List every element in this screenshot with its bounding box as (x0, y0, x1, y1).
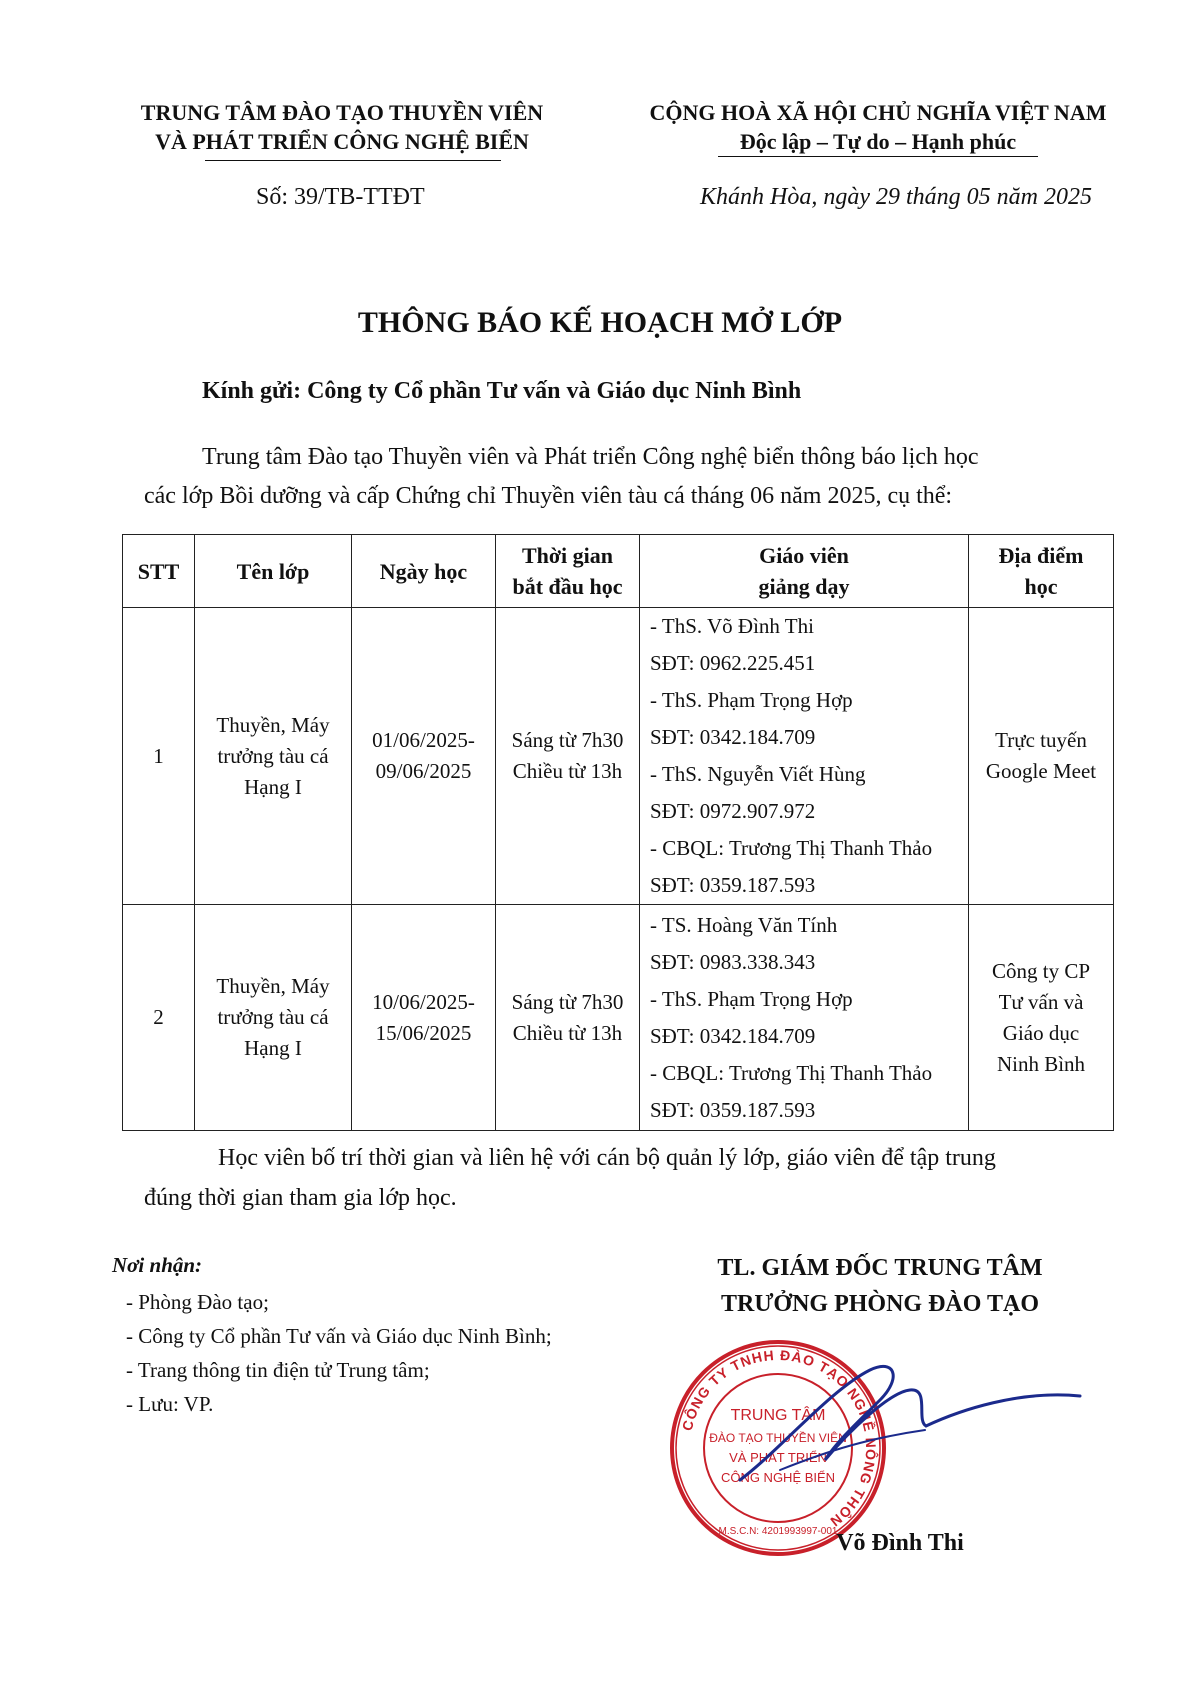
signature-title-line1: TL. GIÁM ĐỐC TRUNG TÂM (717, 1255, 1043, 1281)
table-row (123, 608, 1114, 905)
recipients-list (126, 1285, 552, 1421)
intro-line1: Trung tâm Đào tạo Thuyền viên và Phát triển Công nghệ biển thông báo lịch học (202, 444, 979, 470)
teacher-line: - TS. Hoàng Văn Tính (650, 912, 838, 937)
country-name: CỘNG HOÀ XÃ HỘI CHỦ NGHĨA VIỆT NAM (649, 100, 1107, 125)
row-class-name (195, 905, 352, 1131)
recipient-line: Kính gửi: Công ty Cổ phần Tư vấn và Giáo dục Ninh Bình (202, 378, 802, 404)
teacher-phone: SĐT: 0359.187.593 (650, 1097, 816, 1122)
class-line: Thuyền, Máy (216, 974, 330, 998)
recipients-label: Nơi nhận: (112, 1253, 203, 1277)
org-header (112, 98, 572, 156)
date-line: 09/06/2025 (375, 759, 472, 783)
class-line: trưởng tàu cá (217, 743, 329, 768)
closing-line2: đúng thời gian tham gia lớp học. (144, 1185, 457, 1211)
class-line: Hạng I (244, 774, 302, 799)
schedule-table (122, 534, 1114, 1131)
header-time-line1: Thời gian (521, 543, 614, 568)
location-line: Công ty CP (991, 958, 1091, 983)
class-line: Thuyền, Máy (216, 712, 330, 737)
org-name-line2: VÀ PHÁT TRIỂN CÔNG NGHỆ BIỂN (155, 129, 529, 154)
row-teachers (640, 905, 969, 1131)
teacher-line: - ThS. Võ Đình Thi (650, 614, 814, 638)
row-date (352, 608, 496, 905)
teacher-line: - ThS. Phạm Trọng Hợp (650, 986, 853, 1011)
row-class-name (195, 608, 352, 905)
list-item: - Lưu: VP. (126, 1392, 214, 1416)
teacher-line: - ThS. Phạm Trọng Hợp (650, 688, 853, 712)
stamp-line4: CÔNG NGHỆ BIỂN (720, 1470, 836, 1485)
list-item: - Công ty Cổ phần Tư vấn và Giáo dục Ninh Bình; (126, 1324, 552, 1348)
location-line: Giáo dục (1002, 1020, 1080, 1045)
header-stt: STT (123, 535, 195, 608)
header-location-line1: Địa điểm (998, 543, 1084, 568)
stamp-ring-text: CÔNG TY TNHH ĐÀO TẠO NGHỀ NÔNG THÔN (678, 1346, 880, 1531)
motto-underline (718, 156, 1038, 157)
stamp-line2: ĐÀO TẠO THUYỀN VIÊN (709, 1431, 847, 1445)
row-stt: 2 (123, 905, 195, 1131)
teacher-phone: SĐT: 0342.184.709 (650, 725, 816, 749)
document-number: Số: 39/TB-TTĐT (256, 184, 425, 210)
row-location (969, 608, 1114, 905)
org-underline (205, 160, 501, 161)
time-line: Sáng từ 7h30 (511, 989, 624, 1014)
list-item: - Trang thông tin điện tử Trung tâm; (126, 1358, 430, 1382)
header-class-name: Tên lớp (195, 535, 352, 608)
row-location (969, 905, 1114, 1131)
teacher-phone: SĐT: 0342.184.709 (650, 1023, 816, 1048)
header-date: Ngày học (352, 535, 496, 608)
stamp-line3: VÀ PHÁT TRIỂN (729, 1450, 827, 1465)
signature-title-line2: TRƯỞNG PHÒNG ĐÀO TẠO (720, 1291, 1039, 1317)
list-item: - Phòng Đào tạo; (126, 1290, 269, 1314)
location-line: Google Meet (985, 759, 1097, 783)
table-row (123, 905, 1114, 1131)
header-time-line2: bắt đầu học (512, 574, 623, 599)
teacher-phone: SĐT: 0359.187.593 (650, 873, 816, 897)
handwritten-signature (720, 1330, 1100, 1500)
header-location (969, 535, 1114, 608)
place-and-date: Khánh Hòa, ngày 29 tháng 05 năm 2025 (700, 184, 1092, 210)
teacher-phone: SĐT: 0972.907.972 (650, 799, 816, 823)
table-header-row (123, 535, 1114, 608)
intro-line2: các lớp Bồi dưỡng và cấp Chứng chỉ Thuyền viên tàu cá tháng 06 năm 2025, cụ thể: (144, 483, 953, 509)
header-teacher-line2: giảng dạy (758, 574, 850, 599)
row-start-time (496, 608, 640, 905)
teacher-line: - CBQL: Trương Thị Thanh Thảo (650, 1060, 933, 1085)
date-line: 15/06/2025 (375, 1020, 472, 1045)
national-motto: Độc lập – Tự do – Hạnh phúc (739, 129, 1017, 154)
stamp-code: M.S.C.N: 4201993997-001 (718, 1526, 838, 1537)
class-line: Hạng I (244, 1036, 302, 1060)
signer-name: Võ Đình Thi (836, 1530, 964, 1556)
time-line: Chiều từ 13h (512, 1020, 623, 1045)
time-line: Sáng từ 7h30 (511, 728, 624, 752)
signature-title (640, 1250, 1120, 1322)
teacher-phone: SĐT: 0983.338.343 (650, 949, 816, 974)
header-teacher (640, 535, 969, 608)
date-line: 01/06/2025- (372, 728, 475, 752)
date-line: 10/06/2025- (372, 989, 475, 1014)
closing-line1: Học viên bố trí thời gian và liên hệ với cán bộ quản lý lớp, giáo viên để tập trung (218, 1145, 996, 1171)
teacher-line: - ThS. Nguyễn Viết Hùng (650, 762, 866, 786)
row-date (352, 905, 496, 1131)
location-line: Tư vấn và (998, 989, 1084, 1014)
teacher-phone: SĐT: 0962.225.451 (650, 651, 816, 675)
row-teachers (640, 608, 969, 905)
header-start-time (496, 535, 640, 608)
header-teacher-line1: Giáo viên (759, 543, 849, 568)
teacher-line: - CBQL: Trương Thị Thanh Thảo (650, 836, 933, 860)
location-line: Ninh Bình (996, 1051, 1086, 1076)
org-name-line1: TRUNG TÂM ĐÀO TẠO THUYỀN VIÊN (140, 100, 544, 125)
stamp-line1: TRUNG TÂM (730, 1407, 826, 1424)
location-line: Trực tuyến (995, 728, 1087, 752)
row-stt: 1 (123, 608, 195, 905)
country-header (612, 98, 1144, 156)
time-line: Chiều từ 13h (512, 759, 623, 783)
row-start-time (496, 905, 640, 1131)
header-location-line2: học (1024, 574, 1058, 599)
class-line: trưởng tàu cá (217, 1005, 329, 1029)
page-title: THÔNG BÁO KẾ HOẠCH MỞ LỚP (357, 306, 843, 339)
